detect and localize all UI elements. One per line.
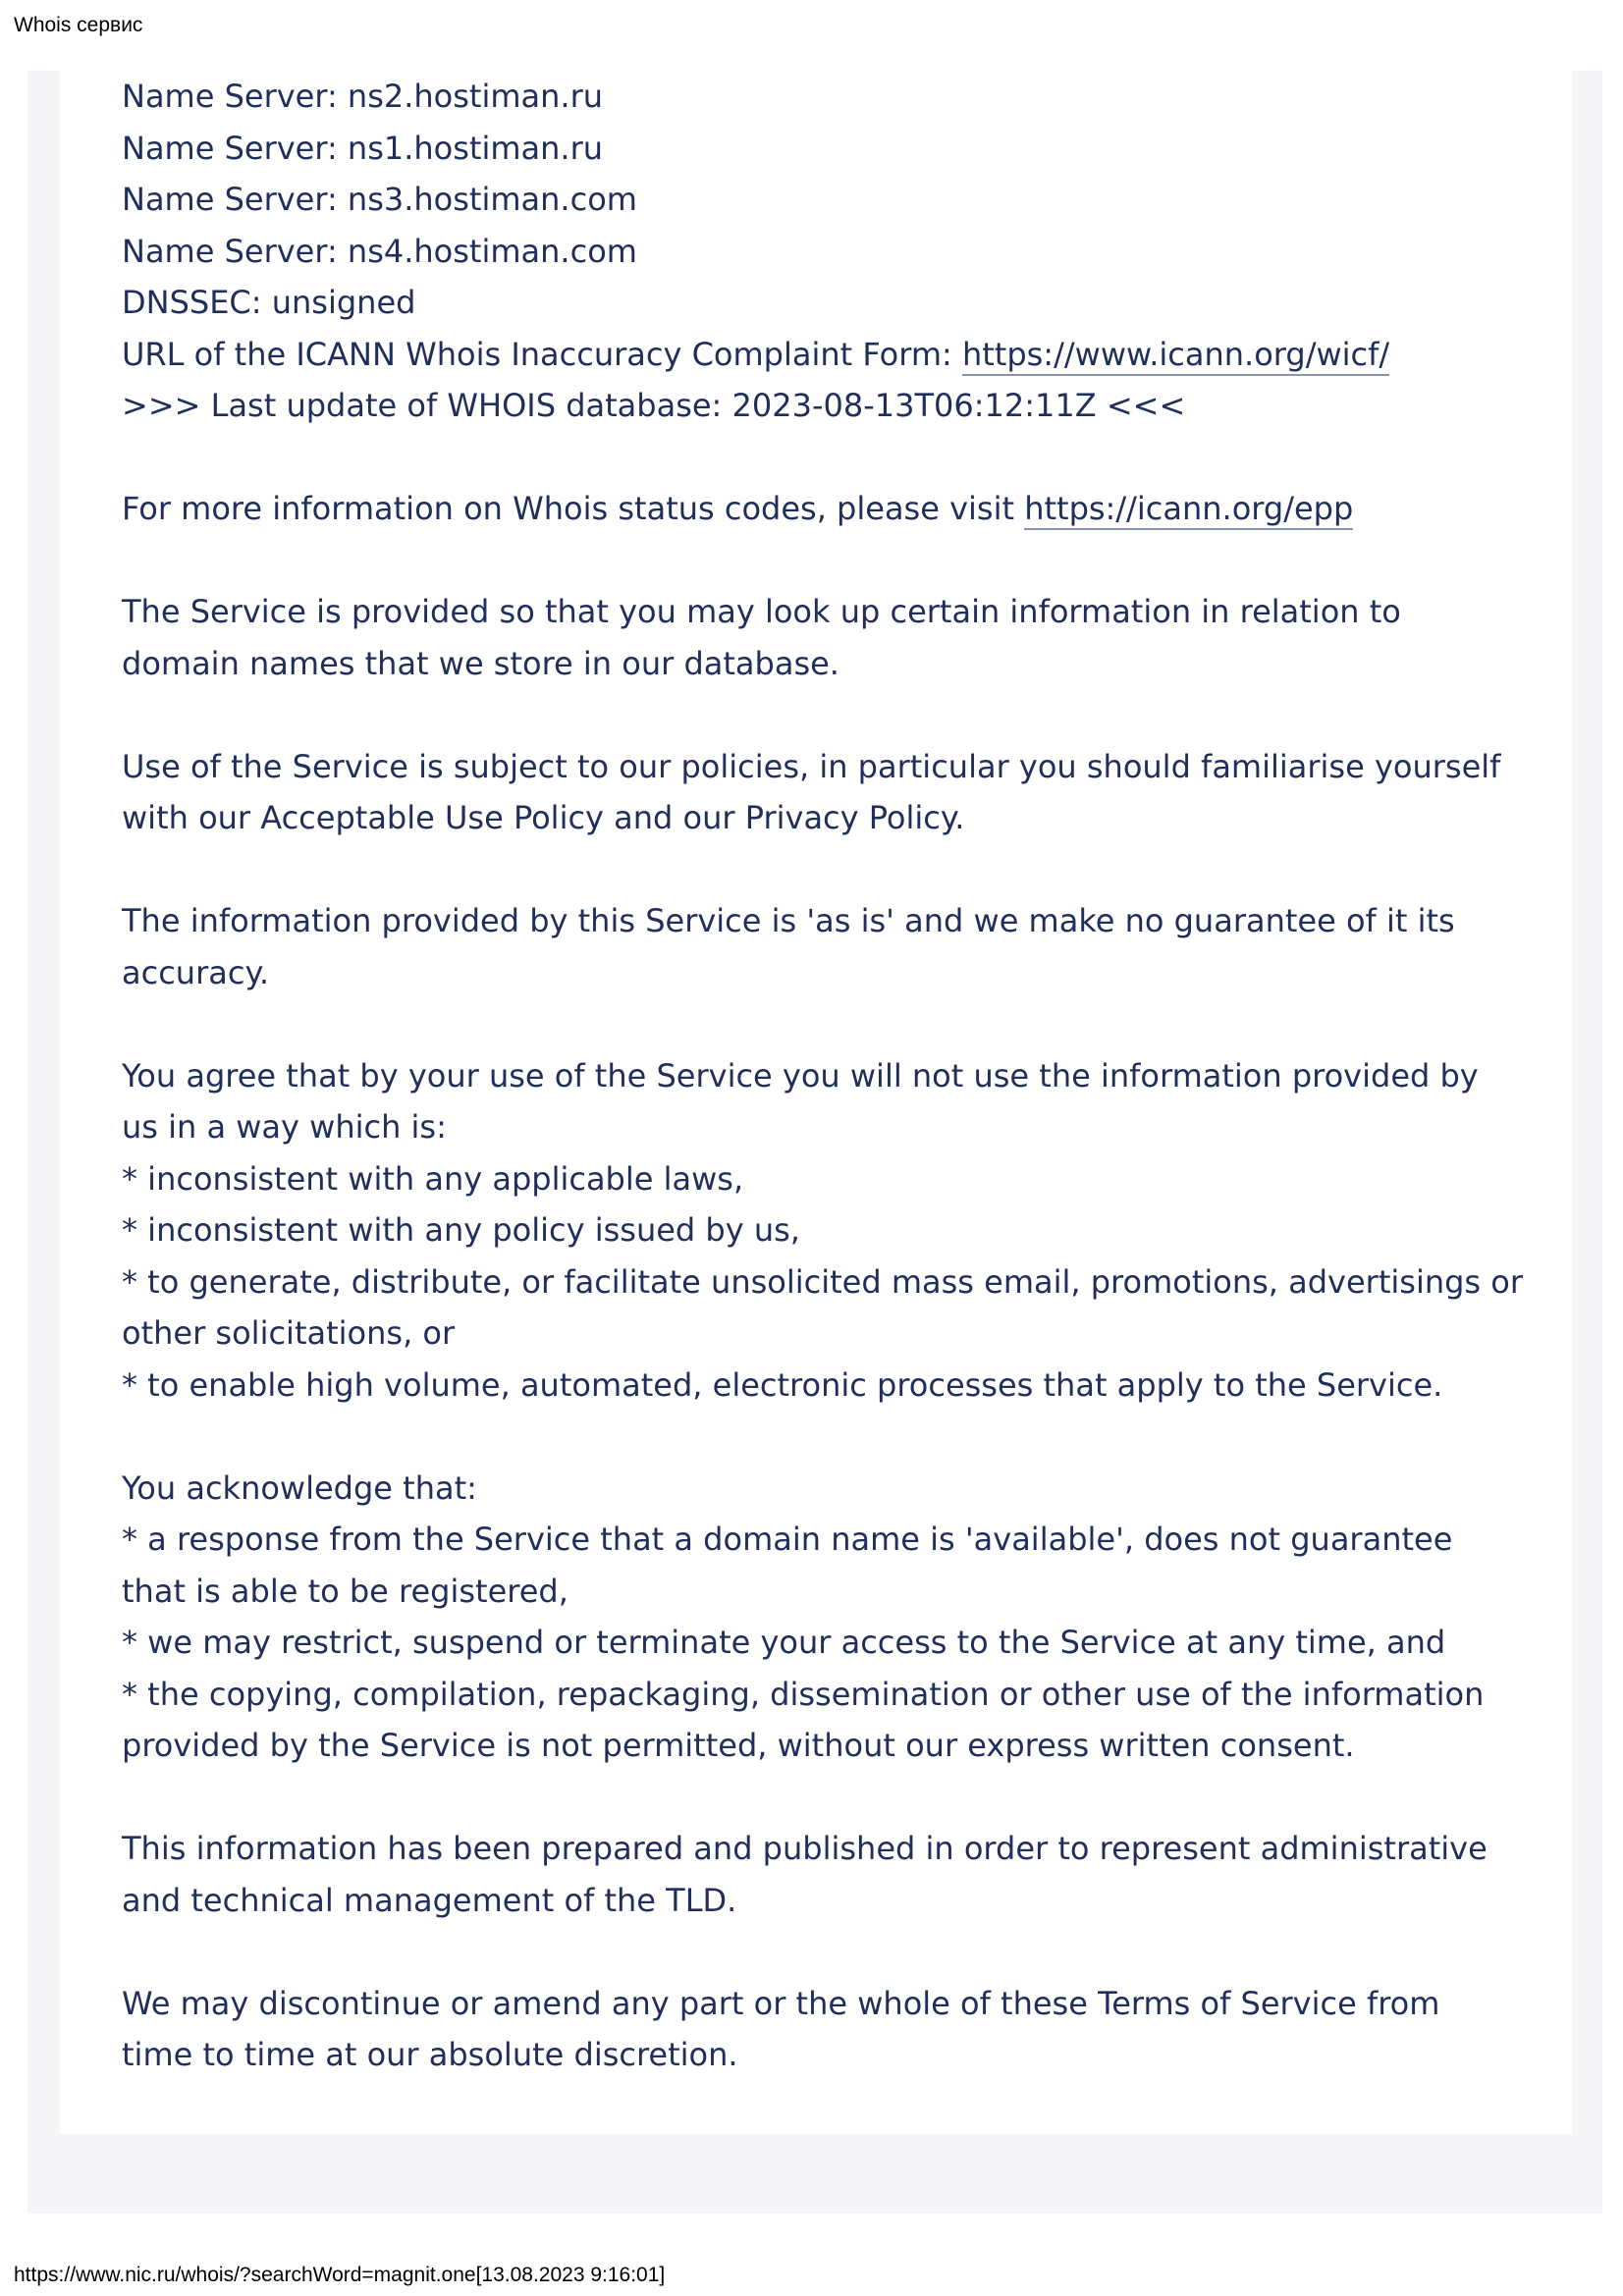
terms-bullet-line: * inconsistent with any policy issued by us, <box>122 1211 800 1249</box>
spacer <box>122 1772 1536 1824</box>
terms-line: You acknowledge that: <box>122 1468 477 1507</box>
status-codes-line <box>122 483 1536 535</box>
terms-bullet-line: * to enable high volume, automated, electronic processes that apply to the Service. <box>122 1365 1443 1404</box>
last-update-line: >>> Last update of WHOIS database: 2023-08-13T06:12:11Z <<< <box>122 387 1186 424</box>
whois-result-panel <box>60 71 1572 2134</box>
spacer <box>122 998 1536 1050</box>
terms-line: This information has been prepared and published in order to represent administrative <box>122 1830 1488 1867</box>
spacer <box>122 1411 1536 1463</box>
icann-complaint-line <box>122 329 1536 381</box>
terms-bullet-line: * inconsistent with any applicable laws, <box>122 1159 744 1198</box>
terms-line: Use of the Service is subject to our policies, in particular you should familiarise yourself <box>122 747 1501 785</box>
spacer <box>122 1926 1536 1978</box>
name-server-line: Name Server: ns1.hostiman.ru <box>122 129 604 167</box>
status-codes-text: For more information on Whois status codes, please visit <box>122 490 1025 527</box>
terms-line: The Service is provided so that you may look up certain information in relation to <box>122 593 1401 630</box>
spacer <box>122 535 1536 587</box>
spacer <box>122 844 1536 896</box>
icann-complaint-label: URL of the ICANN Whois Inaccuracy Complaint Form: <box>122 335 962 373</box>
terms-line: that is able to be registered, <box>122 1572 568 1610</box>
dnssec-line: DNSSEC: unsigned <box>122 284 416 321</box>
terms-line: provided by the Service is not permitted, without our express written consent. <box>122 1727 1355 1764</box>
status-codes-link[interactable]: https://icann.org/epp <box>1024 490 1353 530</box>
print-footer-url: https://www.nic.ru/whois/?searchWord=magnit.one[13.08.2023 9:16:01] <box>14 2264 666 2286</box>
terms-line: accuracy. <box>122 953 269 991</box>
terms-line: and technical management of the TLD. <box>122 1881 737 1919</box>
terms-line: other solicitations, or <box>122 1314 456 1352</box>
terms-bullet-line: * to generate, distribute, or facilitate unsolicited mass email, promotions, advertisings or <box>122 1262 1523 1301</box>
spacer <box>122 689 1536 741</box>
terms-line: us in a way which is: <box>122 1108 447 1146</box>
whois-text-block <box>122 71 1536 2081</box>
terms-line: domain names that we store in our database. <box>122 644 839 682</box>
name-server-line: Name Server: ns3.hostiman.com <box>122 181 637 218</box>
terms-line: The information provided by this Service is 'as is' and we make no guarantee of it its <box>122 902 1455 939</box>
name-server-line: Name Server: ns4.hostiman.com <box>122 232 637 270</box>
terms-line: time to time at our absolute discretion. <box>122 2036 738 2073</box>
terms-line: We may discontinue or amend any part or the whole of these Terms of Service from <box>122 1984 1440 2022</box>
terms-bullet-line: * the copying, compilation, repackaging, dissemination or other use of the information <box>122 1675 1485 1713</box>
print-header-title: Whois сервис <box>14 14 143 36</box>
spacer <box>122 432 1536 484</box>
terms-line: with our Acceptable Use Policy and our Privacy Policy. <box>122 799 965 836</box>
icann-complaint-link[interactable]: https://www.icann.org/wicf/ <box>962 336 1389 376</box>
terms-bullet-line: * we may restrict, suspend or terminate your access to the Service at any time, and <box>122 1624 1446 1661</box>
whois-result-frame <box>27 71 1602 2214</box>
terms-bullet-line: * a response from the Service that a domain name is 'available', does not guarantee <box>122 1521 1453 1558</box>
name-server-line: Name Server: ns2.hostiman.ru <box>122 78 604 115</box>
terms-line: You agree that by your use of the Service you will not use the information provided by <box>122 1056 1479 1095</box>
